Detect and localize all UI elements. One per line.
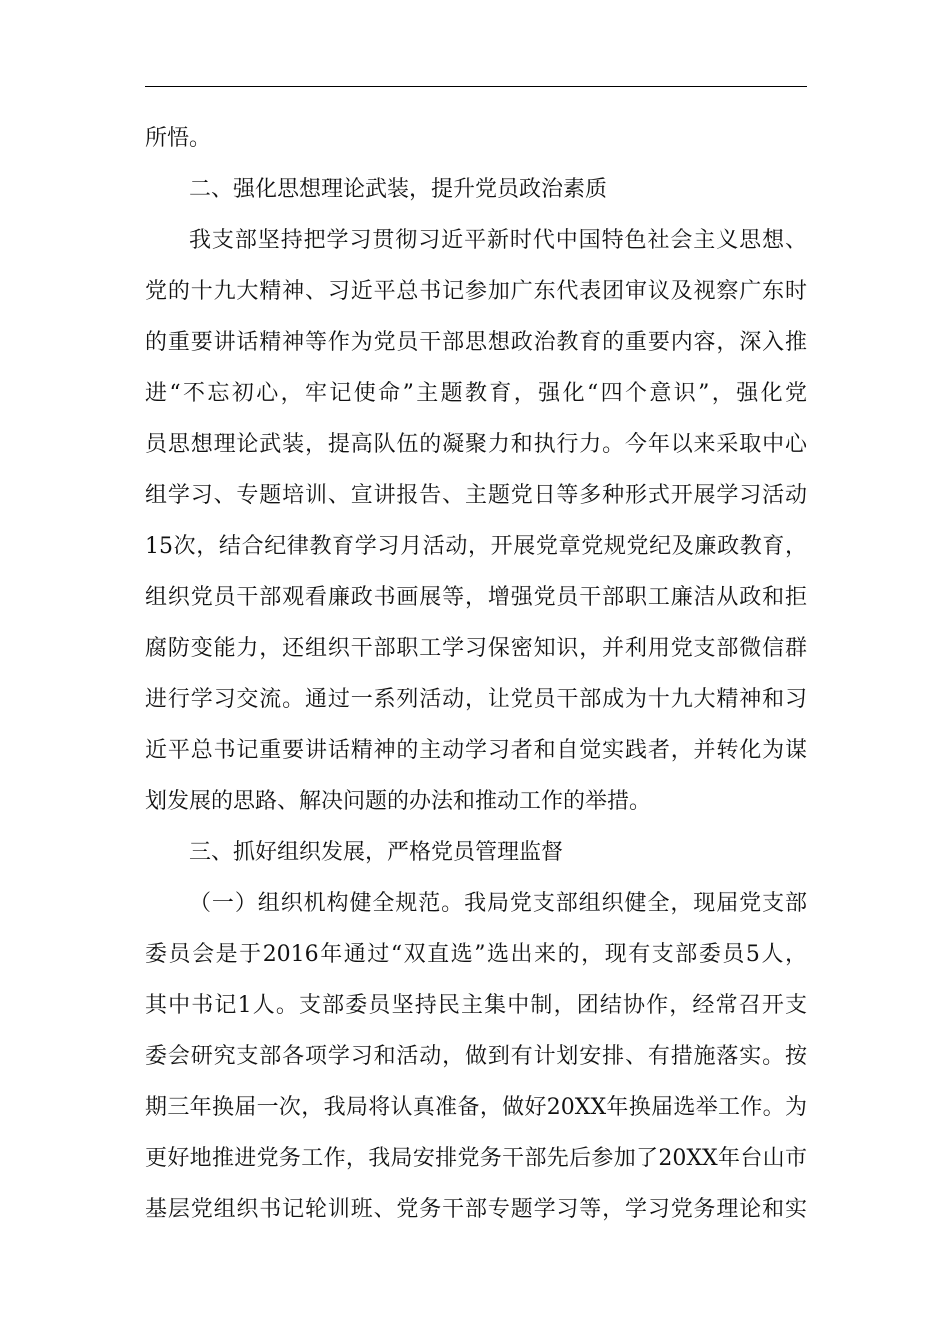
header-rule <box>145 86 807 87</box>
text-line: 进行学习交流。通过一系列活动，让党员干部成为十九大精神和习 <box>145 687 807 712</box>
document-body <box>145 117 807 1239</box>
text-line: 所悟。 <box>145 126 212 151</box>
text-line: 基层党组织书记轮训班、党务干部专题学习等，学习党务理论和实 <box>145 1197 807 1222</box>
text-line: 的重要讲话精神等作为党员干部思想政治教育的重要内容，深入推 <box>145 330 807 355</box>
text-line: 进“不忘初心，牢记使命”主题教育，强化“四个意识”，强化党 <box>145 381 807 406</box>
text-line: 委会研究支部各项学习和活动，做到有计划安排、有措施落实。按 <box>145 1044 807 1069</box>
text-line: 其中书记1人。支部委员坚持民主集中制，团结协作，经常召开支 <box>145 993 807 1018</box>
text-line: 党的十九大精神、习近平总书记参加广东代表团审议及视察广东时 <box>145 279 807 304</box>
section-heading-2: 二、强化思想理论武装，提升党员政治素质 <box>189 177 608 202</box>
text-line: 划发展的思路、解决问题的办法和推动工作的举措。 <box>145 789 652 814</box>
text-line: 组织党员干部观看廉政书画展等，增强党员干部职工廉洁从政和拒 <box>145 585 807 610</box>
text-line: 组学习、专题培训、宣讲报告、主题党日等多种形式开展学习活动 <box>145 483 807 508</box>
text-line: 15次，结合纪律教育学习月活动，开展党章党规党纪及廉政教育， <box>145 534 807 559</box>
text-line: （一）组织机构健全规范。我局党支部组织健全，现届党支部 <box>189 891 807 916</box>
text-line: 委员会是于2016年通过“双直选”选出来的，现有支部委员5人， <box>145 942 807 967</box>
text-line: 近平总书记重要讲话精神的主动学习者和自觉实践者，并转化为谋 <box>145 738 807 763</box>
section-heading-3: 三、抓好组织发展，严格党员管理监督 <box>189 840 564 865</box>
text-line: 期三年换届一次，我局将认真准备，做好20XX年换届选举工作。为 <box>145 1095 807 1120</box>
text-line: 员思想理论武装，提高队伍的凝聚力和执行力。今年以来采取中心 <box>145 432 807 457</box>
text-line: 腐防变能力，还组织干部职工学习保密知识，并利用党支部微信群 <box>145 636 807 661</box>
text-line: 我支部坚持把学习贯彻习近平新时代中国特色社会主义思想、 <box>189 228 807 253</box>
text-line: 更好地推进党务工作，我局安排党务干部先后参加了20XX年台山市 <box>145 1146 807 1171</box>
